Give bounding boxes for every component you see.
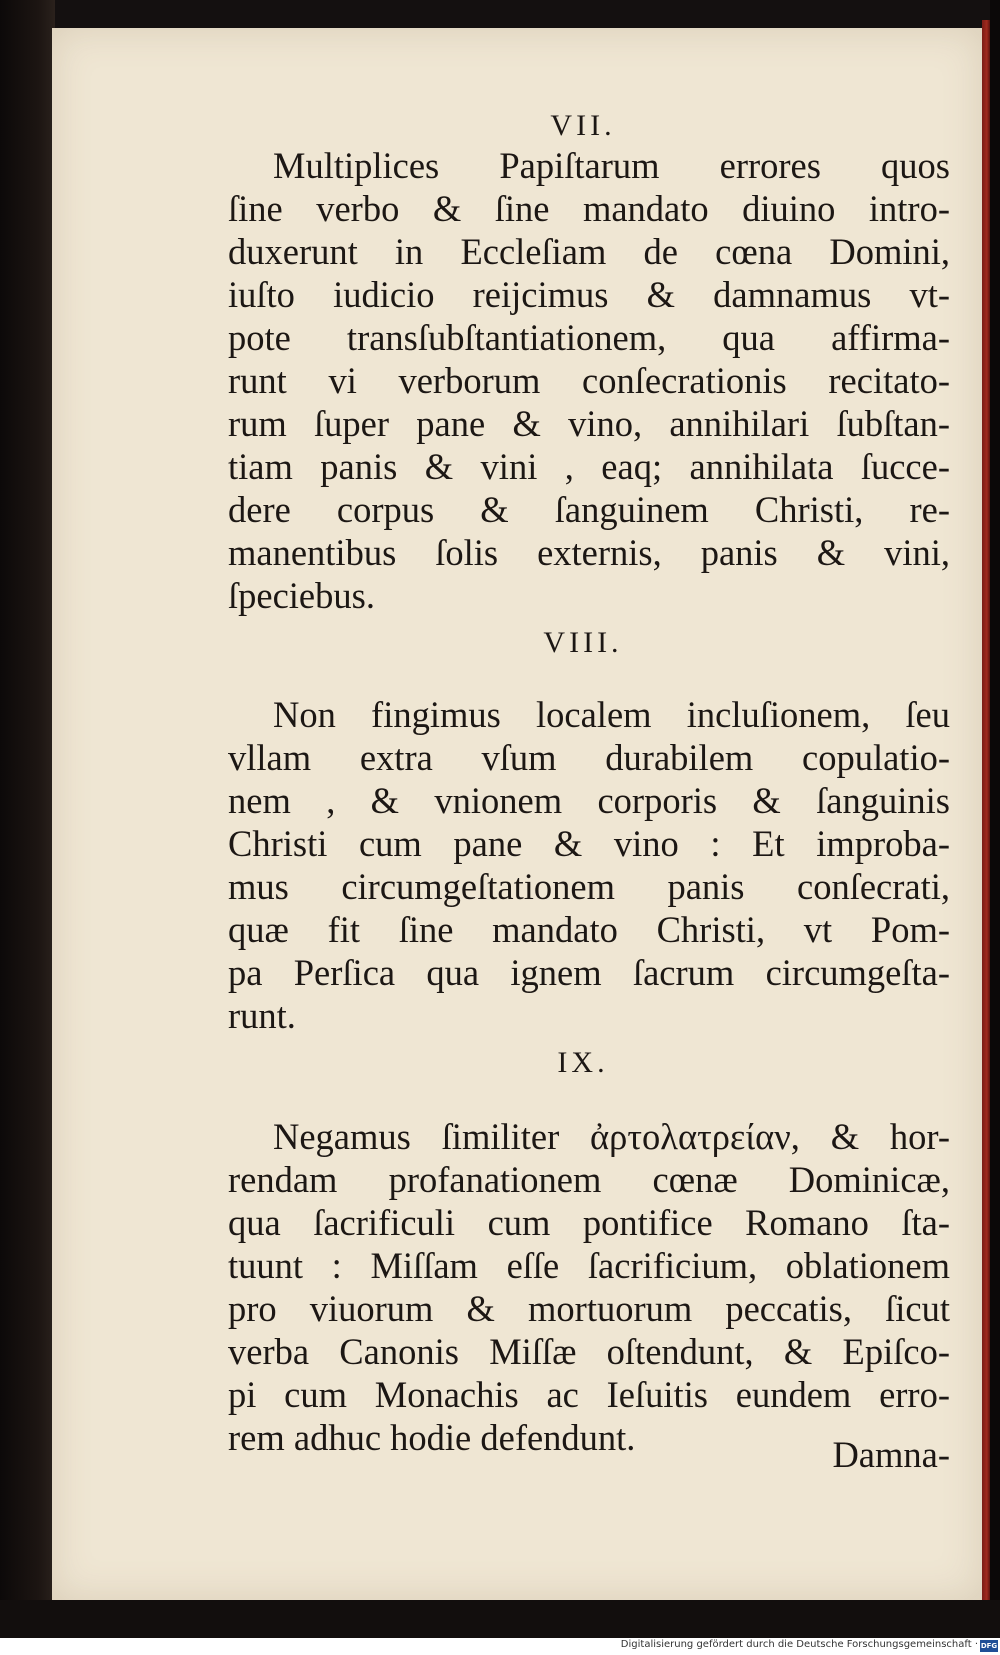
text-line: quæ fit ſine mandato Christi, vt Pom- bbox=[228, 909, 950, 950]
text-line: manentibus ſolis externis, panis & vini, bbox=[228, 532, 950, 573]
scan-border-right bbox=[990, 0, 1000, 1655]
binding-shadow bbox=[0, 0, 55, 1655]
footer-credit: Digitalisierung gefördert durch die Deutsche Forschungsgemeinschaft · bbox=[620, 1639, 978, 1650]
footer-bar bbox=[0, 1638, 1000, 1655]
text-line: verba Canonis Miſſæ oſtendunt, & Epiſco- bbox=[228, 1331, 950, 1372]
page-text bbox=[228, 108, 950, 1459]
text-line: vllam extra vſum durabilem copulatio- bbox=[228, 737, 950, 778]
text-line: tuunt : Miſſam eſſe ſacrificium, oblationem bbox=[228, 1245, 950, 1286]
text-line: nem , & vnionem corporis & ſanguinis bbox=[228, 780, 950, 821]
catchword: Damna- bbox=[832, 1434, 950, 1475]
text-line: rum ſuper pane & vino, annihilari ſubſtan- bbox=[228, 403, 950, 444]
dfg-logo-icon[interactable]: DFG bbox=[980, 1642, 998, 1650]
text-line: runt. bbox=[228, 995, 296, 1036]
section-numeral-vii: VII. bbox=[550, 109, 616, 142]
text-line: dere corpus & ſanguinem Christi, re- bbox=[228, 489, 950, 530]
text-line: runt vi verborum conſecrationis recitato- bbox=[228, 360, 950, 401]
text-line: rendam profanationem cœnæ Dominicæ, bbox=[228, 1159, 950, 1200]
text-line: pote transſubſtantiationem, qua affirma- bbox=[228, 317, 950, 358]
scan-border-bottom bbox=[0, 1600, 1000, 1638]
text-line: ſine verbo & ſine mandato diuino intro- bbox=[228, 188, 950, 229]
text-line: Negamus ſimiliter ἀρτολατρείαν, & hor- bbox=[273, 1116, 950, 1157]
section-numeral-viii: VIII. bbox=[543, 626, 623, 659]
page-edge-red bbox=[982, 20, 990, 1610]
text-line: Multiplices Papiſtarum errores quos bbox=[273, 145, 950, 186]
text-line: tiam panis & vini , eaq; annihilata ſucce- bbox=[228, 446, 950, 487]
paragraph-viii bbox=[228, 693, 950, 1037]
text-line: mus circumgeſtationem panis conſecrati, bbox=[228, 866, 950, 907]
text-line: pi cum Monachis ac Ieſuitis eundem erro- bbox=[228, 1374, 950, 1415]
text-line: iuſto iudicio reijcimus & damnamus vt- bbox=[228, 274, 950, 315]
text-line: duxerunt in Eccleſiam de cœna Domini, bbox=[228, 231, 950, 272]
text-line: Non fingimus localem incluſionem, ſeu bbox=[273, 694, 950, 735]
text-line: qua ſacrificuli cum pontifice Romano ſta- bbox=[228, 1202, 950, 1243]
text-line: Christi cum pane & vino : Et improba- bbox=[228, 823, 950, 864]
paragraph-vii bbox=[228, 144, 950, 617]
text-line: pro viuorum & mortuorum peccatis, ſicut bbox=[228, 1288, 950, 1329]
section-numeral-ix: IX. bbox=[557, 1046, 609, 1079]
text-line: ſpeciebus. bbox=[228, 575, 375, 616]
text-line: pa Perſica qua ignem ſacrum circumgeſta- bbox=[228, 952, 950, 993]
text-line: rem adhuc hodie defendunt. bbox=[228, 1417, 636, 1458]
paragraph-ix bbox=[228, 1115, 950, 1459]
